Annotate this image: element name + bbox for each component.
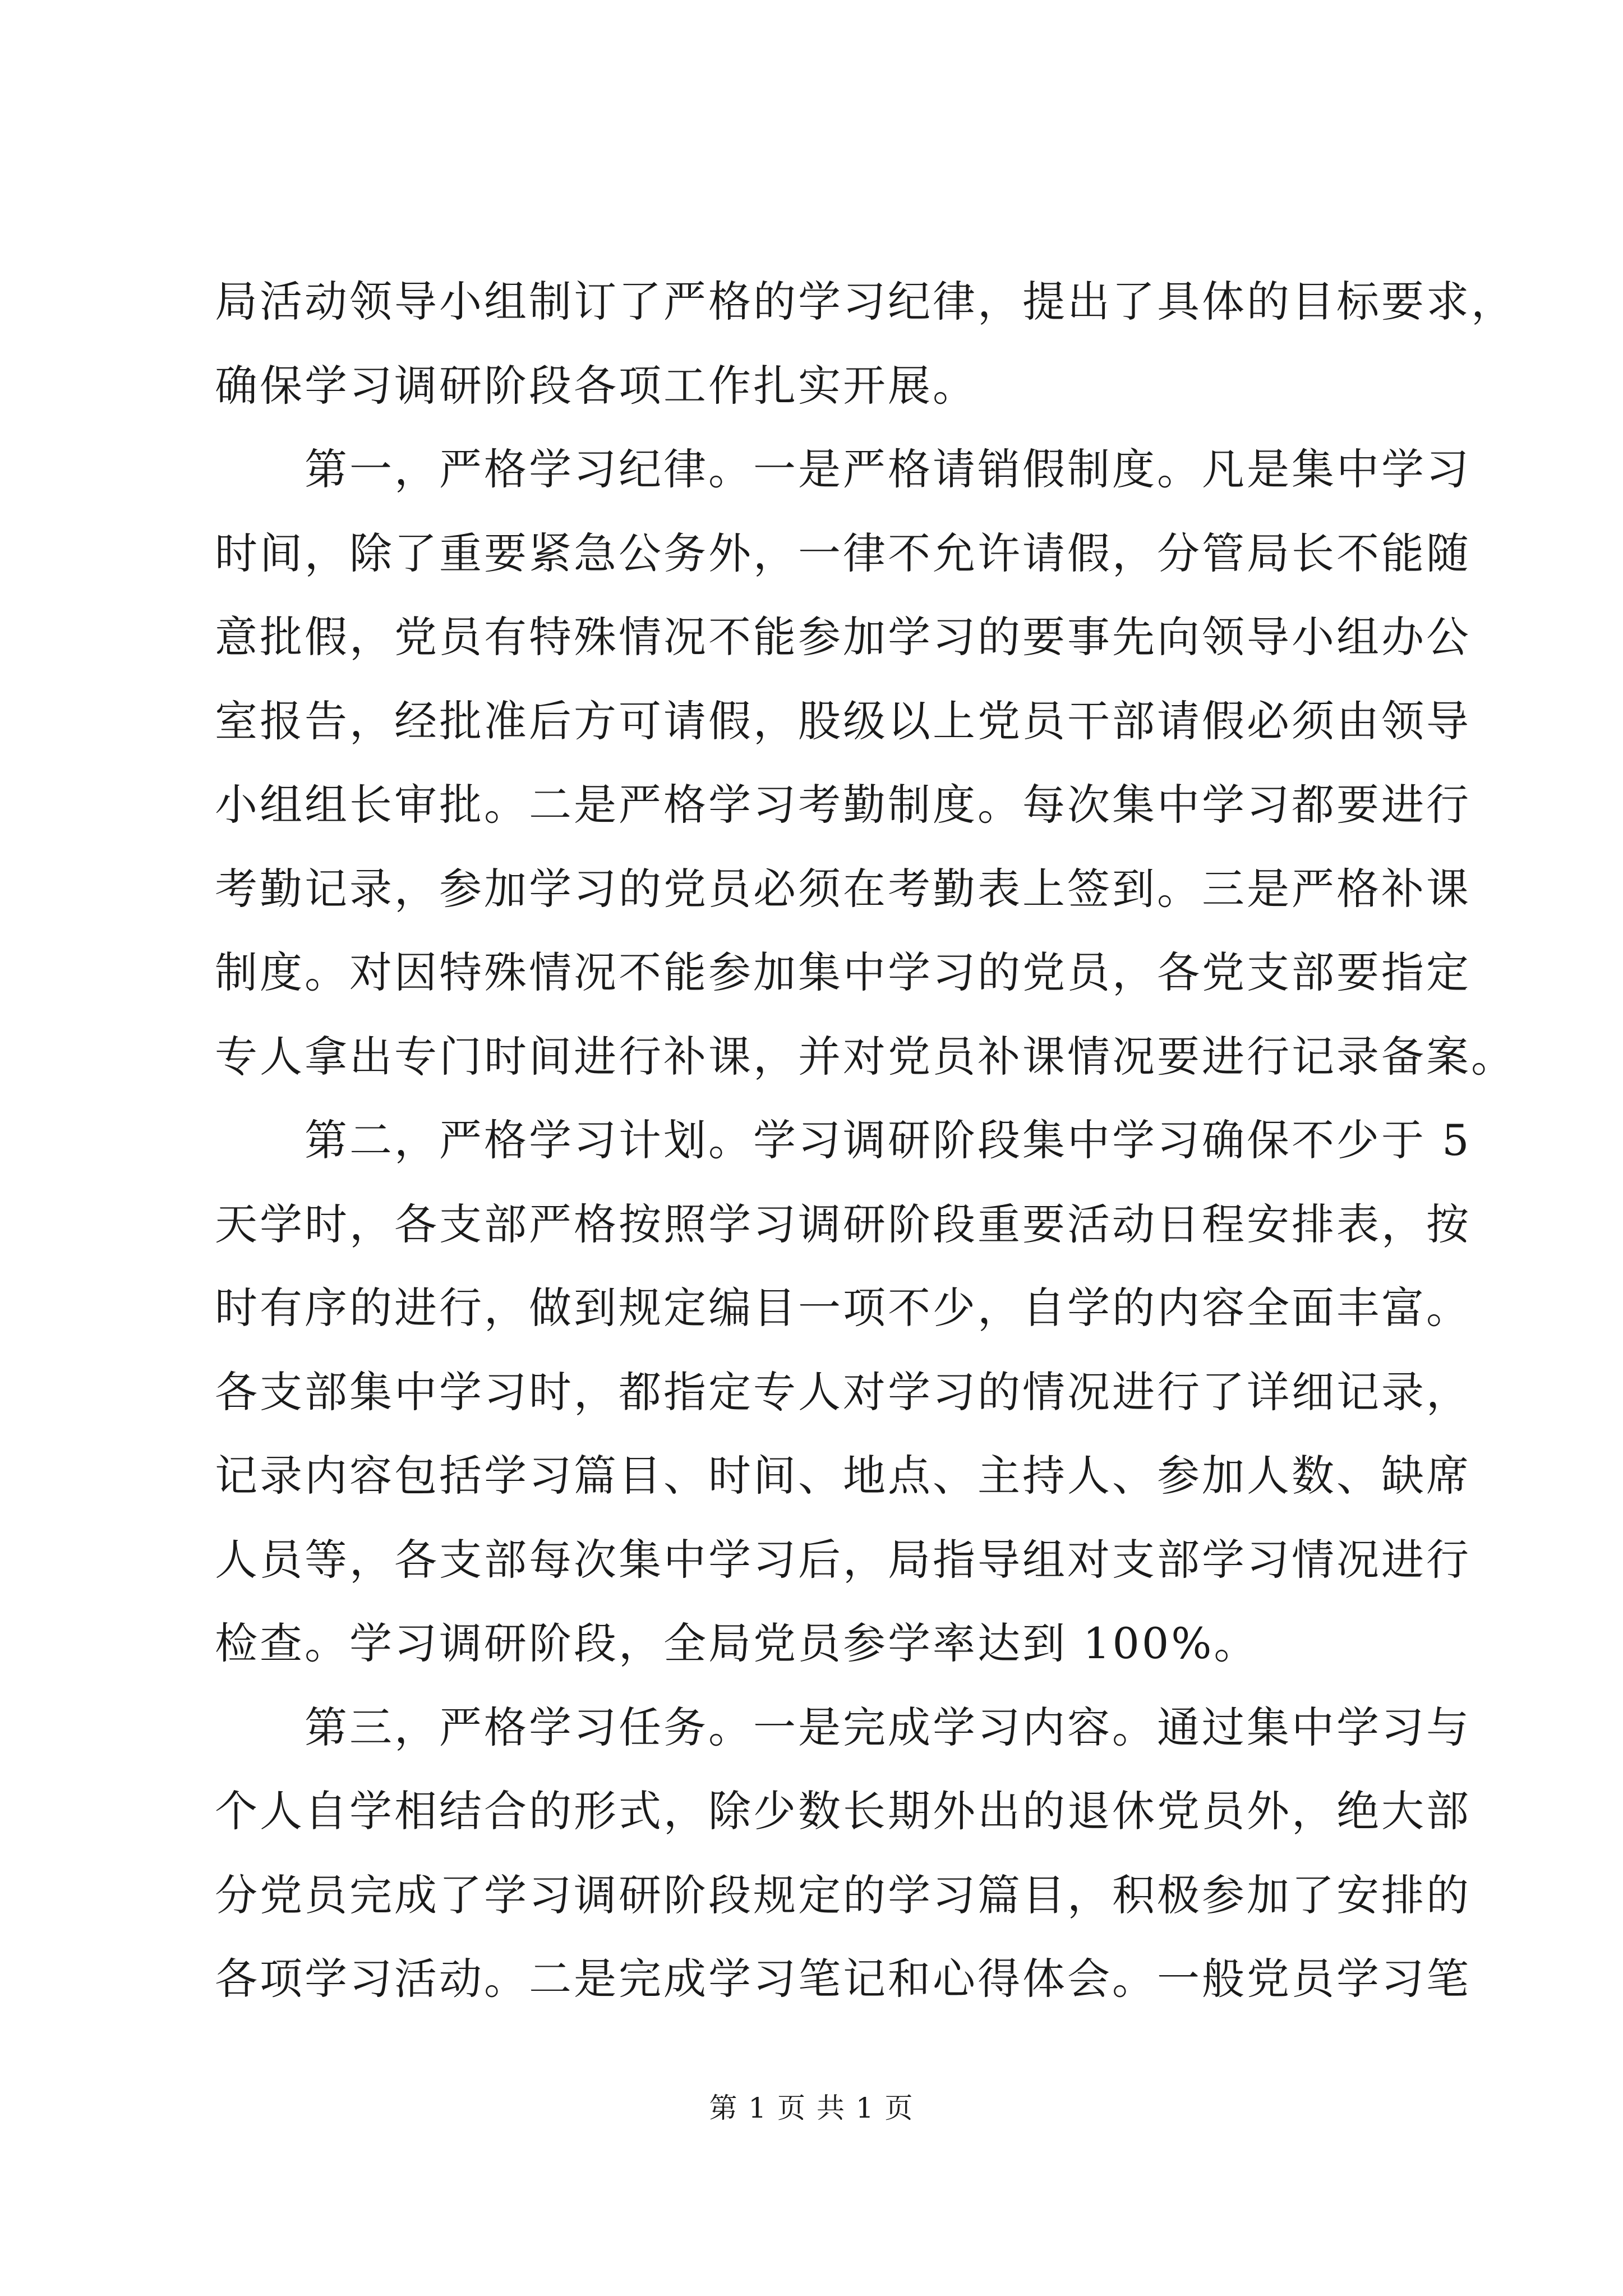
text-line: 专人拿出专门时间进行补课，并对党员补课情况要进行记录备案。 [215, 1031, 1516, 1082]
text-line: 意批假，党员有特殊情况不能参加学习的要事先向领导小组办公 [215, 612, 1471, 662]
text-line: 检查。学习调研阶段，全局党员参学率达到 100%。 [215, 1618, 1259, 1668]
text-line: 人员等，各支部每次集中学习后，局指导组对支部学习情况进行 [215, 1534, 1471, 1585]
text-line: 个人自学相结合的形式，除少数长期外出的退休党员外，绝大部 [215, 1786, 1471, 1836]
text-line: 室报告，经批准后方可请假，股级以上党员干部请假必须由领导 [215, 696, 1471, 746]
text-line: 考勤记录，参加学习的党员必须在考勤表上签到。三是严格补课 [215, 863, 1471, 914]
text-line: 分党员完成了学习调研阶段规定的学习篇目，积极参加了安排的 [215, 1870, 1471, 1920]
text-line: 制度。对因特殊情况不能参加集中学习的党员，各党支部要指定 [215, 947, 1471, 997]
text-line: 第二，严格学习计划。学习调研阶段集中学习确保不少于 5 [215, 1115, 1472, 1165]
text-line: 时间，除了重要紧急公务外，一律不允许请假，分管局长不能随 [215, 528, 1471, 578]
text-line: 小组组长审批。二是严格学习考勤制度。每次集中学习都要进行 [215, 780, 1471, 830]
page-number-label: 第 1 页 共 1 页 [709, 2092, 914, 2124]
text-line: 确保学习调研阶段各项工作扎实开展。 [215, 360, 978, 411]
text-line: 各支部集中学习时，都指定专人对学习的情况进行了详细记录， [215, 1366, 1471, 1417]
document-body [215, 260, 1516, 2021]
text-line: 记录内容包括学习篇目、时间、地点、主持人、参加人数、缺席 [215, 1451, 1471, 1501]
text-line: 天学时，各支部严格按照学习调研阶段重要活动日程安排表，按 [215, 1199, 1471, 1249]
text-line: 第三，严格学习任务。一是完成学习内容。通过集中学习与 [215, 1702, 1471, 1752]
text-line: 第一，严格学习纪律。一是严格请销假制度。凡是集中学习 [215, 444, 1471, 494]
text-line: 各项学习活动。二是完成学习笔记和心得体会。一般党员学习笔 [215, 1954, 1471, 2004]
text-line: 时有序的进行，做到规定编目一项不少，自学的内容全面丰富。 [215, 1283, 1471, 1333]
text-line: 局活动领导小组制订了严格的学习纪律，提出了具体的目标要求， [215, 277, 1516, 326]
page-footer [0, 2086, 1623, 2126]
